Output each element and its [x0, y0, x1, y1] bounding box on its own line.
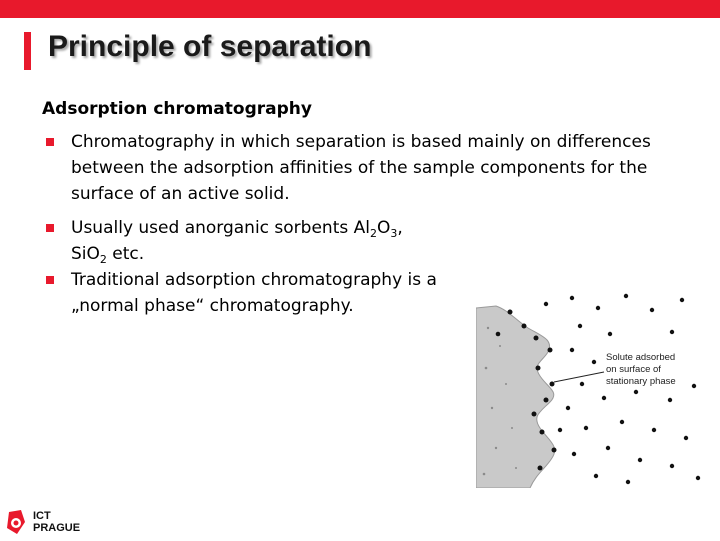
logo-text-line1: ICT [33, 510, 51, 522]
bullet-normal-phase [42, 267, 491, 319]
section-heading: Adsorption chromatography [42, 99, 312, 119]
bullet-text-part: O [376, 218, 391, 238]
figure-label-line1: Solute adsorbed [606, 352, 676, 363]
bullet-text-part: SiO [71, 244, 100, 264]
figure-label-line3: stationary phase [606, 376, 676, 387]
bullet-square-icon [46, 138, 54, 146]
subscript: 3 [390, 227, 398, 240]
label-pointer-line [554, 372, 604, 382]
top-accent-bar [0, 0, 720, 18]
bullet-definition [42, 129, 671, 207]
adsorption-diagram [476, 288, 706, 488]
bullet-text-part: Usually used anorganic sorbents Al [71, 218, 370, 238]
stationary-phase-surface [476, 306, 555, 488]
subscript: 2 [369, 227, 377, 240]
bullet-text: Chromatography in which separation is based mainly on differences between the adsorption affinities of the sample components for the surface of an active solid. [71, 132, 651, 204]
slide-content [42, 97, 682, 319]
subscript: 2 [99, 253, 107, 266]
bullet-square-icon [46, 276, 54, 284]
bullet-text: Traditional adsorption chromatography is a „normal phase“ chromatography. [71, 270, 437, 316]
bullet-text-part: , [397, 218, 403, 238]
slide-title: Principle of separation [48, 30, 372, 63]
ict-prague-logo [5, 508, 95, 538]
title-accent-mark [24, 32, 31, 70]
ict-logo-icon [5, 508, 29, 536]
bullet-sorbents [42, 215, 491, 267]
logo-text-line2: PRAGUE [33, 522, 81, 534]
bullet-square-icon [46, 224, 54, 232]
logo-text [33, 510, 80, 534]
bullet-text-part: etc. [106, 244, 145, 264]
figure-label-line2: on surface of [606, 364, 661, 375]
mobile-phase-solute-dots [544, 294, 700, 484]
